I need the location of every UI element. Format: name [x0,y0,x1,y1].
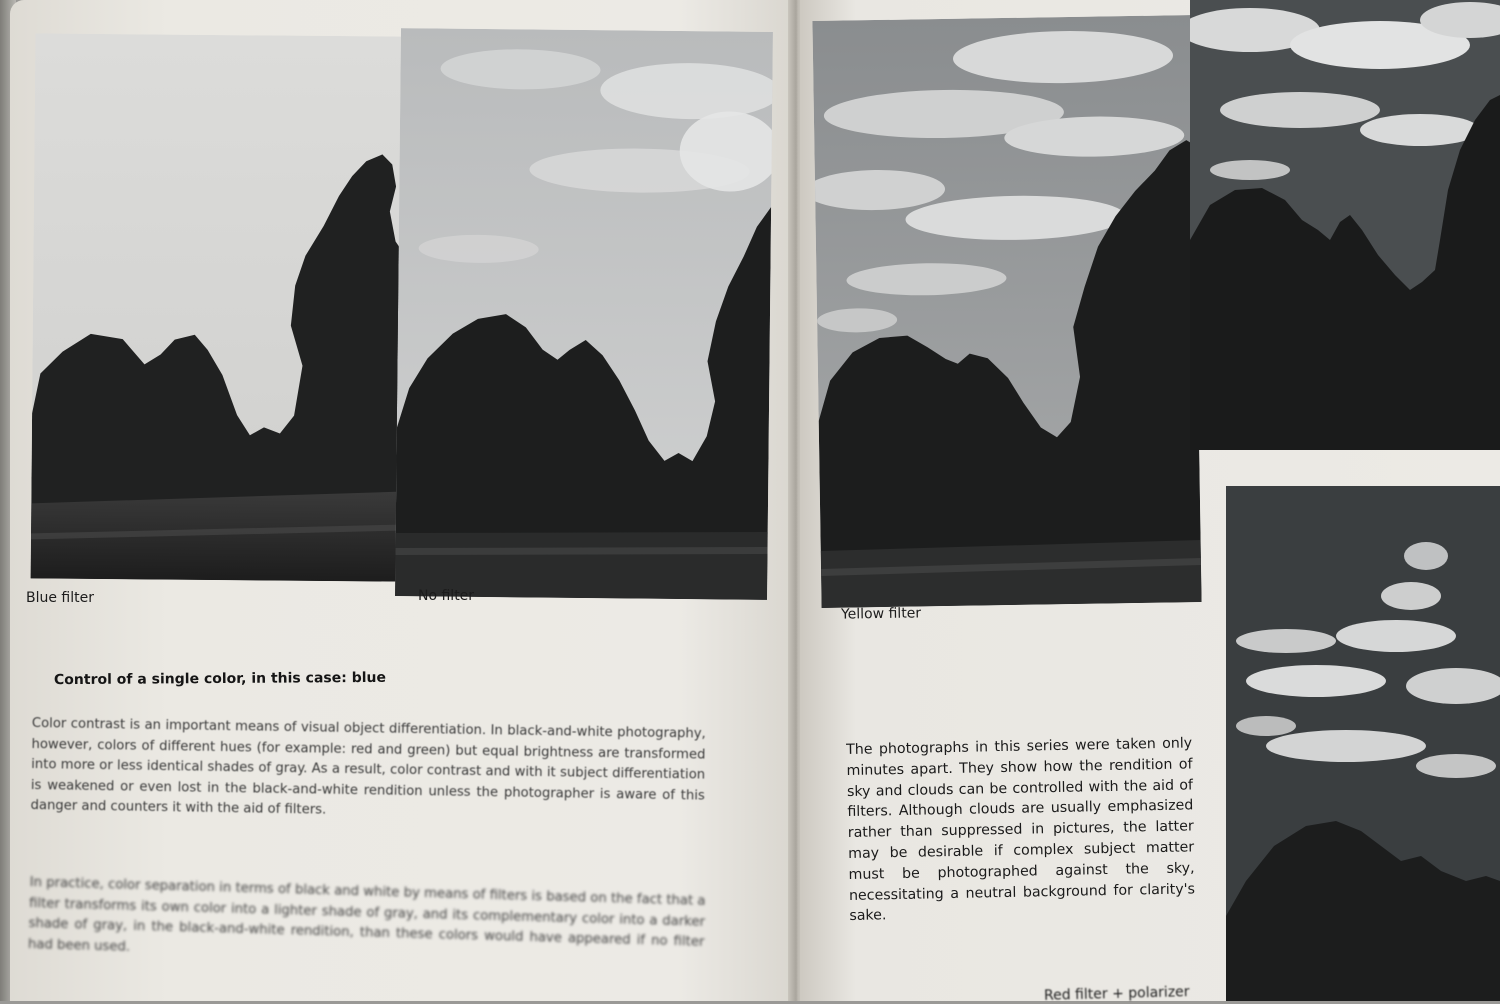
section-heading: Control of a single color, in this case: blue [53,669,387,689]
left-paragraph-2: In practice, color separation in terms of black and white by means of filters is based on the fact that a filter transforms its own color into a lighter shade of gray, and its complementary color into a darker shade of gray, in the black-and-white rendition, than these colors would have appeared if no filter had been used. [27,874,706,955]
caption-blue-filter: Blue filter [26,590,94,606]
photo-blue-filter [31,33,405,581]
caption-red-filter-polarizer: Red filter + polarizer [1043,984,1190,1004]
right-paragraph: The photographs in this series were taken only minutes apart. They show how the rendition of sky and clouds can be controlled with the aid of filters. Although clouds are usually emphasized rather than suppressed in pictures, the latter may be desirable if complex subject matter must be photographed against the sky, necessitating a neutral background for clarity's sake. [846,735,1196,925]
caption-yellow-filter: Yellow filter [840,605,922,623]
photo-no-filter [395,28,773,600]
photo-partial-bottom [1226,486,1500,1001]
caption-no-filter: No filter [418,588,475,604]
left-paragraph-1: Color contrast is an important means of visual object differentiation. In black-and-white photography, however, colors of different hues (for example: red and green) but equal brightness are transformed into more or less identical shades of gray. As a result, color contrast and with it subject differentiation is weakened or even lost in the black-and-white rendition unless the photographer is aware of this danger and counters it with the aid of filters. [30,715,706,819]
photo-yellow-filter [812,15,1201,608]
photo-partial-top [1190,0,1500,450]
